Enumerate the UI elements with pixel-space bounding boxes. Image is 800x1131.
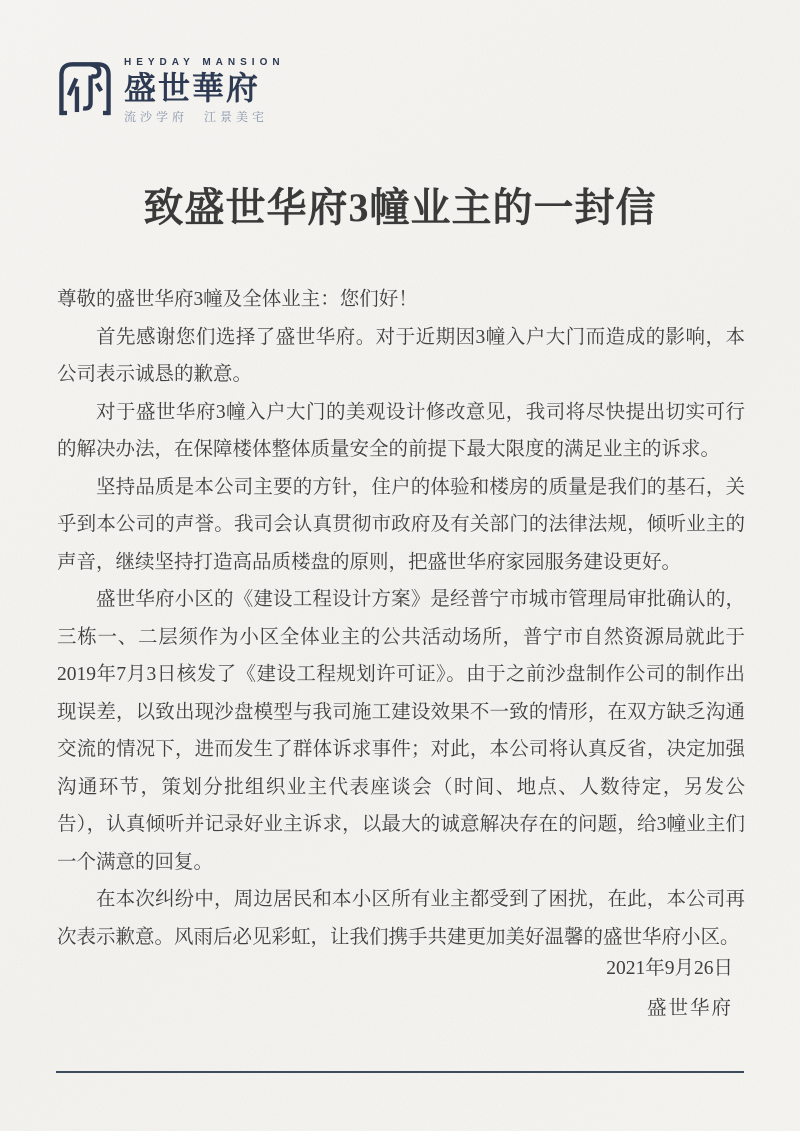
paragraph: 盛世华府小区的《建设工程设计方案》是经普宁市城市管理局审批确认的，三栋一、二层须作为小区全体业主的公共活动场所，普宁市自然资源局就此于2019年7月3日核发了《建设工程规划许可证》。由于之前沙盘制作公司的制作出现误差，以致出现沙盘模型与我司施工建设效果不一致的情形，在双方缺乏沟通交流的情况下，进而发生了群体诉求事件；对此，本公司将认真反省，决定加强沟通环节，策划分批组织业主代表座谈会（时间、地点、人数待定，另发公告），认真倾听并记录好业主诉求，以最大的诚意解决存在的问题，给3幢业主们一个满意的回复。 — [57, 589, 745, 873]
brand-text — [124, 55, 285, 125]
letter-date: 2021年9月26日 — [606, 958, 733, 979]
bottom-divider — [56, 1071, 744, 1073]
letter-body — [57, 281, 745, 956]
paragraph: 首先感谢您们选择了盛世华府。对于近期因3幢入户大门而造成的影响，本公司表示诚恳的歉意。 — [57, 326, 745, 385]
paragraph: 对于盛世华府3幢入户大门的美观设计修改意见，我司将尽快提出切实可行的解决办法，在保障楼体整体质量安全的前提下最大限度的满足业主的诉求。 — [57, 401, 745, 460]
brand-tagline: 流沙学府 江景美宅 — [124, 110, 269, 124]
letter-signature: 盛世华府 — [646, 998, 733, 1019]
heyday-mansion-logo-icon — [54, 55, 116, 117]
paragraph: 坚持品质是本公司主要的方针，住户的体验和楼房的质量是我们的基石，关乎到本公司的声誉。我司会认真贯彻市政府及有关部门的法律法规，倾听业主的声音，继续坚持打造高品质楼盘的原则，把盛世华府家园服务建设更好。 — [57, 476, 745, 573]
salutation: 尊敬的盛世华府3幢及全体业主：您们好！ — [57, 289, 418, 310]
paragraph: 在本次纠纷中，周边居民和本小区所有业主都受到了困扰，在此，本公司再次表示歉意。风雨后必见彩虹，让我们携手共建更加美好温馨的盛世华府小区。 — [57, 889, 745, 948]
signature-block — [606, 958, 733, 1020]
letter-title: 致盛世华府3幢业主的一封信 — [143, 185, 657, 230]
brand-english-name: HEYDAY MANSION — [124, 57, 285, 68]
brand-header — [54, 55, 285, 125]
brand-chinese-name: 盛世華府 — [124, 70, 261, 106]
